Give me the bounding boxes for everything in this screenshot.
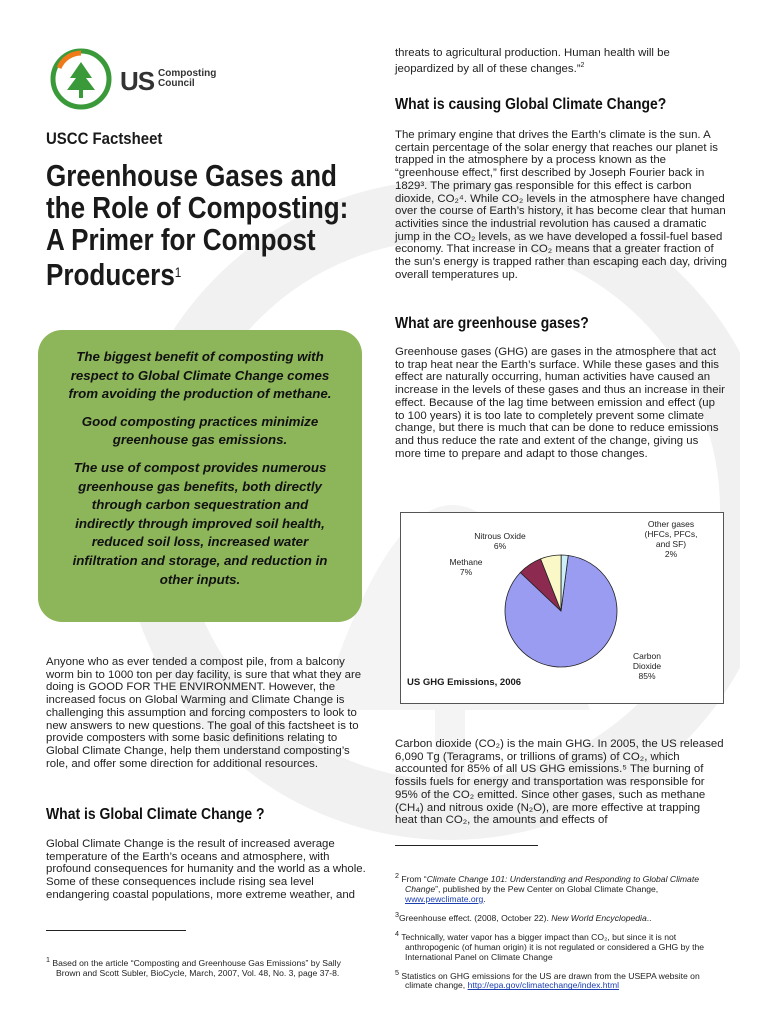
label-nitrous-oxide [455, 531, 545, 551]
callout-paragraph-3: The use of compost provides numerous greenhouse gas benefits, both directly through carbon sequestration and indirectly through improved soil health, reduced soil loss, increased water infiltration and storage, and reduction in other inputs. [72, 459, 328, 587]
footnote-4 [395, 929, 725, 962]
footnote-2-text-a: From “ [401, 873, 427, 884]
heading-cause: What is causing Global Climate Change? [395, 96, 667, 113]
footnote-5-number: 5 [395, 968, 399, 977]
footnote-4-text: Technically, water vapor has a bigger impact than CO₂, but since it is not anthropogenic (of human origin) it is not regulated or considered a GHG by the International Panel on Climate Change [401, 931, 705, 962]
callout-paragraph-1: The biggest benefit of composting with respect to Global Climate Change comes from avoiding the production of methane. [68, 349, 332, 402]
title-line-4 [46, 256, 315, 291]
footnote-3 [395, 910, 725, 923]
footnote-5 [395, 968, 725, 991]
title-line-1: Greenhouse Gases and [46, 158, 337, 193]
footnote-divider-right [395, 845, 538, 846]
footnote-2: $^2$ From “Climate Change 101: Understanding and Responding to Global Climate Change”, published by the Pew Center on Global Climate Change, www.pewclimate.org. [395, 872, 699, 904]
intro-paragraph: Anyone who as ever tended a compost pile, from a balcony worm bin to 1000 ton per day facility, is sure that what they are doing is GOOD FOR THE ENVIRONMENT. However, the increased focus on Global Warming and Climate Change is challenging this assumption and forcing composters to look to new answers to new questions. The goal of this factsheet is to provide composters with some basic definitions relating to Global Climate Change, help them understand composting’s role, and offer some direction for additional resources. [46, 656, 362, 770]
footnote-2-text-b: ”, published by the Pew Center on Global Climate Change, [435, 883, 659, 894]
callout-paragraph-2: Good composting practices minimize greenhouse gas emissions. [81, 413, 319, 448]
label-other-line3: and SF) [655, 539, 687, 549]
title-line-2: the Role of Composting: [46, 190, 349, 225]
ghg-pie-chart [400, 512, 724, 704]
footnote-1-number: 1 [46, 956, 50, 964]
heading-global-climate-change: What is Global Climate Change ? [46, 806, 265, 823]
label-other-line2: (HFCs, PFCs, [644, 529, 698, 539]
footnote-3-italic: New World Encyclopedia [551, 912, 647, 923]
title-line-4-text: Producers [46, 257, 175, 292]
footnote-1 [46, 955, 366, 984]
footnote-2-title: Climate Change 101: Understanding and Responding to Global Climate Change [405, 873, 699, 894]
ghg-paragraph: Greenhouse gases (GHG) are gases in the atmosphere that act to trap heat near the Earth’s surface. While these gases and this effect are naturally occurring, human activities have caused an increase in the levels of these gases and thus an increase in their effect. Because of the lag time between emission and effect (up to 100 years) it is too late to completely prevent some climate change, but there is much that can be done to reduce emissions and thus reduce the rate and extent of the change, giving us more time to prepare and adapt to those changes. [395, 346, 725, 460]
footnote-1-text: Based on the article “Composting and Greenhouse Gas Emissions” by Sally Brown and Scott Subler, BioCycle, March, 2007, Vol. 48, No. 3, page 37-8. [52, 957, 341, 978]
continued-sup: 2 [580, 61, 585, 69]
footnote-5-text: Statistics on GHG emissions for the US are drawn from the USEPA website on climate change, [401, 970, 700, 991]
page-title [46, 158, 349, 292]
label-methane-value: 7% [459, 567, 473, 577]
label-other-gases [629, 519, 713, 559]
logo-subtitle [158, 69, 238, 89]
footnote-divider-left [46, 930, 186, 931]
uscc-logo-icon [50, 48, 112, 110]
footnote-2-number: 2 [395, 872, 399, 880]
heading-greenhouse-gases: What are greenhouse gases? [395, 315, 589, 332]
logo-subtitle-line2: Council [158, 78, 195, 89]
label-co2-value: 85% [638, 671, 656, 681]
epa-link[interactable]: http://epa.gov/climatechange/index.html [467, 980, 620, 991]
label-nitrous-oxide-value: 6% [493, 541, 507, 551]
continued-text: threats to agricultural production. Human health will be jeopardized by all of these changes.” [395, 47, 670, 75]
chart-title: US GHG Emissions, 2006 [407, 677, 522, 688]
title-line-3: A Primer for Compost [46, 222, 316, 257]
footnotes-right [395, 871, 725, 996]
title-footnote-mark: 1 [174, 264, 182, 280]
label-carbon-dioxide [617, 651, 677, 681]
continued-paragraph [395, 47, 725, 75]
label-methane [431, 557, 501, 577]
pew-link[interactable]: www.pewclimate.org [405, 893, 484, 904]
co2-paragraph: Carbon dioxide (CO₂) is the main GHG. In 2005, the US released 6,090 Tg (Teragrams, or trillions of grams) of CO₂, which accounted for 85% of all US GHG emissions.⁵ The burning of fossils fuels for energy and transportation was responsible for 95% of the CO₂ emitted. Since other gases, such as methane (CH₄) and nitrous oxide (N₂O), are more effective at trapping heat than CO₂, the amounts and effects of [395, 738, 724, 827]
logo-wordmark [120, 66, 217, 97]
footnote-3-number: 3 [395, 910, 399, 919]
footnote-3-text: Greenhouse effect. (2008, October 22). [398, 912, 552, 923]
label-nitrous-oxide-name: Nitrous Oxide [474, 531, 526, 541]
logo-brand: US [120, 66, 155, 96]
label-methane-name: Methane [449, 557, 483, 567]
label-other-name: Other gases [647, 519, 695, 529]
callout-box [38, 330, 362, 622]
cause-paragraph: The primary engine that drives the Earth’s climate is the sun. A certain percentage of the solar energy that reaches our planet is trapped in the atmosphere by a process known as the “greenhouse effect,” first described by Joseph Fourier back in 1829³. The primary gas responsible for this effect is carbon dioxide, CO₂⁴. While CO₂ levels in the atmosphere have changed over the course of Earth’s history, it has become clear that human activities since the industrial revolution has caused a dramatic jump in the CO₂ levels, as we have developed a fossil-fuel based economy. That increase in CO₂ means that a greater fraction of the sun’s energy is trapped rather than escaping each day, driving overall temperatures up. [395, 129, 728, 281]
label-other-value: 2% [664, 549, 678, 559]
factsheet-label: USCC Factsheet [46, 129, 163, 148]
gcc-paragraph: Global Climate Change is the result of increased average temperature of the Earth’s oceans and atmosphere, with profound consequences for humanity and the world as a whole. Some of these consequences include rising sea level endangering coastal populations, more extreme weather, and [46, 838, 366, 901]
footnote-3-end: .. [646, 912, 652, 923]
footnote-4-number: 4 [395, 929, 399, 938]
logo-subtitle-line1: Composting [158, 68, 217, 79]
label-co2-line1: Carbon [633, 651, 661, 661]
label-co2-line2: Dioxide [632, 661, 662, 671]
